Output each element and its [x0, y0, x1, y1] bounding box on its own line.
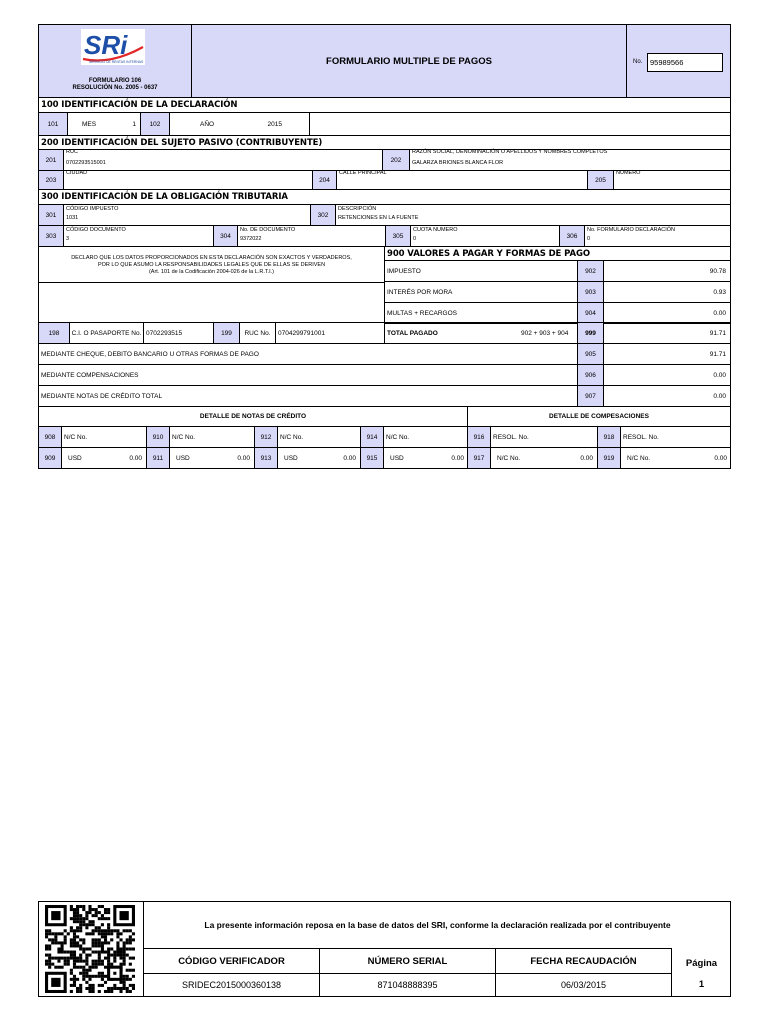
- sri-logo-graphic: [81, 29, 145, 65]
- total-row: [384, 322, 578, 344]
- resol-label-918: RESOL. No.: [623, 433, 659, 441]
- usd-label-911: USD: [176, 454, 190, 462]
- nc-label-919: N/C No.: [627, 454, 651, 462]
- ruc-no-label: RUC No.: [239, 322, 276, 344]
- code-205: 205: [587, 170, 614, 190]
- form-name: FORMULARIO 106: [88, 78, 142, 84]
- form-number-field: 95989566: [647, 53, 723, 72]
- code-909: 909: [38, 447, 62, 469]
- ruc-value: 0702293515001: [66, 160, 106, 166]
- code-902: 902: [577, 260, 604, 282]
- mes-value: 1: [132, 120, 136, 128]
- numero-field: [614, 170, 731, 190]
- no-documento-value: 9372022: [240, 236, 262, 242]
- impuesto-label: IMPUESTO: [384, 260, 578, 282]
- descripcion-field: [336, 204, 731, 226]
- code-201: 201: [38, 149, 64, 171]
- calle-field: [337, 170, 587, 190]
- logo-text: SRi: [84, 30, 128, 60]
- logo-tagline: SERVICIO DE RENTAS INTERNAS: [89, 60, 144, 64]
- razon-social-label: RAZÓN SOCIAL, DENOMINACIÓN O APELLIDOS Y NOMBRES COMPLETOS: [412, 149, 608, 155]
- form-title-box: [191, 24, 627, 98]
- fecha-recaudacion-value: 06/03/2015: [560, 980, 607, 990]
- code-919: 919: [597, 447, 621, 469]
- multas-value: 0.00: [603, 302, 731, 324]
- anio-value: 2015: [267, 120, 282, 128]
- numero-serial-label: NÚMERO SERIAL: [367, 955, 448, 967]
- code-903: 903: [577, 281, 604, 303]
- ci-label: C.I. O PASAPORTE No.: [69, 322, 144, 344]
- code-203: 203: [38, 170, 64, 190]
- code-204: 204: [312, 170, 337, 190]
- no-formulario-value: 0: [587, 236, 591, 242]
- impuesto-value: 90.78: [603, 260, 731, 282]
- payment-value-906: 0.00: [603, 364, 731, 386]
- code-906: 906: [577, 364, 604, 386]
- codigo-impuesto-field: [64, 204, 310, 226]
- code-306: 306: [559, 225, 585, 247]
- section-200-title: 200 IDENTIFICACIÓN DEL SUJETO PASIVO (CONTRIBUYENTE): [38, 135, 731, 150]
- footer-notice: La presente información reposa en la base de datos del SRI, conforme la declaración realizada por el contribuyente: [204, 920, 671, 930]
- usd-label-913: USD: [284, 454, 298, 462]
- nc-label-917: N/C No.: [497, 454, 521, 462]
- notas-credito-title: DETALLE DE NOTAS DE CRÉDITO: [38, 406, 468, 427]
- code-908: 908: [38, 426, 62, 448]
- nc-label-912: N/C No.: [280, 433, 304, 441]
- numero-serial-value: 871048888395: [377, 980, 438, 990]
- no-documento-field: [238, 225, 385, 247]
- total-value: 91.71: [603, 322, 731, 344]
- total-label: TOTAL PAGADO: [387, 330, 438, 337]
- numero-label: NUMERO: [616, 170, 641, 176]
- codigo-documento-value: 3: [66, 236, 70, 242]
- code-301: 301: [38, 204, 64, 226]
- ciudad-label: CIUDAD: [66, 170, 88, 176]
- resolution: RESOLUCIÓN No. 2005 - 0637: [72, 85, 158, 91]
- codigo-verificador-label: CÓDIGO VERIFICADOR: [178, 955, 285, 967]
- nc-label-910: N/C No.: [172, 433, 196, 441]
- multas-label: MULTAS + RECARGOS: [384, 302, 578, 324]
- code-102: 102: [140, 112, 170, 136]
- section-300-title: 300 IDENTIFICACIÓN DE LA OBLIGACIÓN TRIBUTARIA: [38, 189, 731, 205]
- declaration-line-1: DECLARO QUE LOS DATOS PROPORCIONADOS EN ESTA DECLARACIÓN SON EXACTOS Y VERDADEROS,: [71, 254, 352, 261]
- code-911: 911: [146, 447, 170, 469]
- code-199: 199: [213, 322, 240, 344]
- codigo-verificador-value: SRIDEC2015000360138: [181, 980, 282, 990]
- nc-value-919: 0.00: [714, 454, 727, 462]
- pagina-value: 1: [698, 978, 705, 990]
- interes-label: INTERÉS POR MORA: [384, 281, 578, 303]
- nc-label-908: N/C No.: [64, 433, 88, 441]
- form-title: FORMULARIO MULTIPLE DE PAGOS: [326, 55, 492, 67]
- code-910: 910: [146, 426, 170, 448]
- ruc-field: [64, 149, 382, 171]
- ci-value: 0702293515: [143, 322, 214, 344]
- code-305: 305: [385, 225, 411, 247]
- code-914: 914: [360, 426, 384, 448]
- declaration-box: [38, 246, 385, 283]
- interes-value: 0.93: [603, 281, 731, 303]
- qr-code: [45, 905, 135, 993]
- code-912: 912: [254, 426, 278, 448]
- usd-value-909: 0.00: [129, 454, 142, 462]
- code-905: 905: [577, 343, 604, 365]
- code-916: 916: [467, 426, 491, 448]
- declaration-line-3: (Art. 101 de la Codificación 2004-026 de la L.R.T.I.): [148, 268, 275, 275]
- codigo-documento-label: CÓDIGO DOCUMENTO: [66, 227, 126, 233]
- section-900-title: 900 VALORES A PAGAR Y FORMAS DE PAGO: [384, 246, 731, 261]
- razon-social-value: GALARZA BRIONES BLANCA FLOR: [412, 160, 504, 166]
- descripcion-label: DESCRIPCIÓN: [338, 206, 377, 212]
- payment-label-907: MEDIANTE NOTAS DE CRÉDITO TOTAL: [38, 385, 578, 407]
- header-logo-box: [38, 24, 192, 98]
- usd-label-909: USD: [68, 454, 82, 462]
- number-label: No.: [633, 59, 643, 65]
- cuota-value: 0: [413, 236, 417, 242]
- code-303: 303: [38, 225, 64, 247]
- code-913: 913: [254, 447, 278, 469]
- descripcion-value: RETENCIONES EN LA FUENTE: [338, 215, 419, 221]
- sri-logo: [81, 29, 145, 65]
- code-904: 904: [577, 302, 604, 324]
- code-999: 999: [577, 322, 604, 344]
- nc-value-917: 0.00: [580, 454, 593, 462]
- fecha-recaudacion-label: FECHA RECAUDACIÓN: [530, 955, 637, 967]
- signature-box: [38, 282, 385, 323]
- no-formulario-field: [585, 225, 731, 247]
- cuota-field: [411, 225, 559, 247]
- ruc-label: RUC: [66, 149, 78, 155]
- total-formula: 902 + 903 + 904: [521, 330, 569, 337]
- form-number-box: [626, 24, 731, 98]
- pagina-label: Página: [685, 957, 718, 969]
- qr-code-graphic: [45, 905, 135, 993]
- cuota-label: CUOTA NUMERO: [413, 227, 458, 233]
- code-198: 198: [38, 322, 70, 344]
- code-915: 915: [360, 447, 384, 469]
- code-918: 918: [597, 426, 621, 448]
- ciudad-field: [64, 170, 312, 190]
- nc-label-914: N/C No.: [386, 433, 410, 441]
- divider-100: [309, 112, 310, 136]
- no-formulario-label: No. FORMULARIO DECLARACIÓN: [587, 227, 676, 233]
- compensaciones-title: DETALLE DE COMPESACIONES: [467, 406, 731, 427]
- resol-label-916: RESOL. No.: [493, 433, 529, 441]
- razon-social-field: [410, 149, 731, 171]
- calle-label: CALLE PRINCIPAL: [339, 170, 387, 176]
- usd-value-915: 0.00: [451, 454, 464, 462]
- code-302: 302: [310, 204, 336, 226]
- usd-value-913: 0.00: [343, 454, 356, 462]
- codigo-impuesto-value: 1031: [66, 215, 79, 221]
- payment-label-905: MEDIANTE CHEQUE, DEBITO BANCARIO U OTRAS FORMAS DE PAGO: [38, 343, 578, 365]
- code-907: 907: [577, 385, 604, 407]
- usd-label-915: USD: [390, 454, 404, 462]
- mes-label: MES: [82, 120, 97, 128]
- codigo-documento-field: [64, 225, 213, 247]
- payment-value-905: 91.71: [603, 343, 731, 365]
- declaration-line-2: POR LO QUE ASUMO LA RESPONSABILIDADES LEGALES QUE DE ELLAS SE DERIVEN: [97, 261, 326, 268]
- codigo-impuesto-label: CÓDIGO IMPUESTO: [66, 206, 119, 212]
- section-100-title: 100 IDENTIFICACIÓN DE LA DECLARACIÓN: [38, 97, 731, 113]
- payment-value-907: 0.00: [603, 385, 731, 407]
- code-101: 101: [38, 112, 68, 136]
- anio-label: AÑO: [200, 120, 215, 128]
- payment-label-906: MEDIANTE COMPENSACIONES: [38, 364, 578, 386]
- usd-value-911: 0.00: [237, 454, 250, 462]
- no-documento-label: No. DE DOCUMENTO: [240, 227, 296, 233]
- ruc-no-value: 0704299791001: [275, 322, 385, 344]
- code-917: 917: [467, 447, 491, 469]
- code-202: 202: [382, 149, 410, 171]
- code-304: 304: [213, 225, 238, 247]
